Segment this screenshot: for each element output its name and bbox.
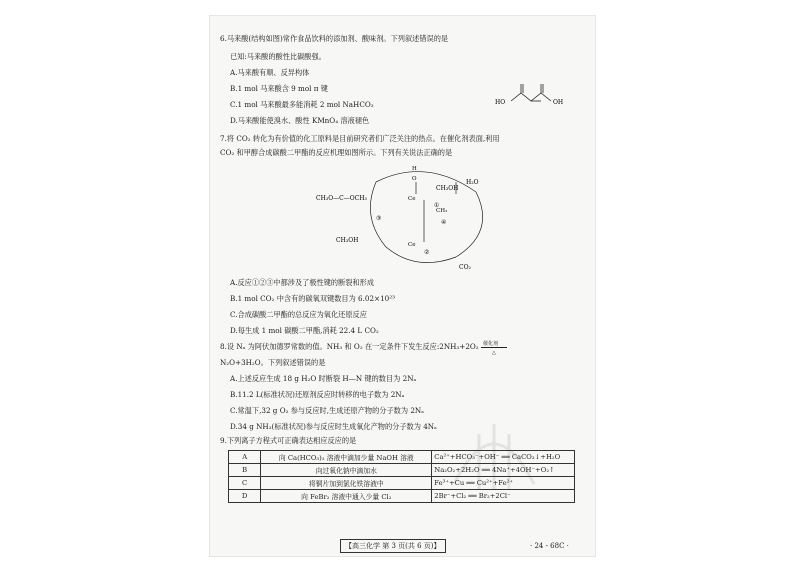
- row-c-label: C: [229, 477, 261, 490]
- mol-left-label: HO: [495, 99, 506, 106]
- h-atom-label: H: [412, 166, 417, 172]
- water-label: H₂O: [466, 179, 479, 186]
- q8-option-d: D.34 g NH₃(标准状况)参与反应时生成氧化产物的分子数为 4Nₐ: [230, 422, 437, 431]
- q6-known: 已知:马来酸的酸性比碳酸强。: [230, 52, 326, 61]
- row-d-eq: 2Br⁻+Cl₂ ══ Br₂+2Cl⁻: [432, 490, 575, 503]
- q8-option-a: A.上述反应生成 18 g H₂O 时断裂 H—N 键的数目为 2Nₐ: [230, 374, 417, 383]
- q8-option-c: C.常温下,32 g O₂ 参与反应时,生成还原产物的分子数为 2Nₐ: [230, 406, 424, 415]
- q8-stem-text: 8.设 Nₐ 为阿伏加德罗常数的值。NH₃ 和 O₂ 在一定条件下发生反应:2NH₃+2O₂: [220, 342, 479, 351]
- q9-table: [228, 450, 575, 503]
- q6-stem: 6.马来酸(结构如图)常作食品饮料的添加剂、酸味剂。下列叙述错误的是: [220, 34, 449, 43]
- q6-option-b: B.1 mol 马来酸含 9 mol π 键: [230, 84, 328, 93]
- catalyst-arrow: [481, 341, 509, 356]
- heat-label: △: [491, 350, 496, 356]
- ch3-label: CH₃: [436, 208, 448, 214]
- co2-label: CO₂: [459, 264, 471, 271]
- ce-label-top: Ce: [408, 196, 416, 202]
- table-row: [229, 451, 575, 464]
- q6-option-c: C.1 mol 马来酸最多能消耗 2 mol NaHCO₃: [230, 100, 374, 109]
- table-row: [229, 490, 575, 503]
- maleic-acid-structure: [493, 79, 579, 119]
- row-a-eq: Ca²⁺+HCO₃⁻+OH⁻ ══ CaCO₃↓+H₂O: [432, 451, 575, 464]
- q7-option-b: B.1 mol CO₂ 中含有的碳氧双键数目为 6.02×10²³: [230, 294, 395, 303]
- q8-stem-line2: N₂O+3H₂O。下列叙述错误的是: [220, 358, 326, 367]
- q6-option-d: D.马来酸能使溴水、酸性 KMnO₄ 溶液褪色: [230, 116, 370, 125]
- q7-stem-line2: CO₂ 和甲醇合成碳酸二甲酯的反应机理如图所示。下列有关说法正确的是: [220, 148, 453, 157]
- step-2-label: ②: [424, 249, 430, 256]
- row-c-desc: 将铜片加到氯化铁溶液中: [261, 477, 432, 490]
- row-c-eq: Fe³⁺+Cu ══ Cu²⁺+Fe²⁺: [432, 477, 575, 490]
- q8-option-b: B.11.2 L(标准状况)还原剂反应时转移的电子数为 2Nₐ: [230, 390, 405, 399]
- cycle-arrow-right: [456, 192, 483, 257]
- q9-stem: 9.下列离子方程式可正确表达相应反应的是: [220, 436, 357, 445]
- row-b-desc: 向过氧化钠中滴加水: [261, 464, 432, 477]
- row-b-label: B: [229, 464, 261, 477]
- q7-option-c: C.合成碳酸二甲酯的总反应为氧化还原反应: [230, 310, 367, 319]
- table-row: [229, 464, 575, 477]
- methanol-left-label: CH₃OH: [336, 237, 359, 244]
- row-a-label: A: [229, 451, 261, 464]
- row-a-desc: 向 Ca(HCO₃)₂ 溶液中滴加少量 NaOH 溶液: [261, 451, 432, 464]
- cycle-arrow-top: [376, 172, 476, 192]
- catalyst-label: 催化剂: [482, 341, 498, 347]
- q8-stem-line1: [220, 341, 509, 356]
- row-d-desc: 向 FeBr₂ 溶液中通入少量 Cl₂: [261, 490, 432, 503]
- step-4-label: ④: [441, 219, 447, 226]
- exam-page: [210, 16, 595, 556]
- o-atom-label: O: [412, 176, 417, 182]
- row-d-label: D: [229, 490, 261, 503]
- table-row: [229, 477, 575, 490]
- row-b-eq: Na₂O₂+2H₂O ══ 4Na⁺+4OH⁻+O₂↑: [432, 464, 575, 477]
- mol-right-label: OH: [553, 99, 564, 106]
- step-1-label: ①: [434, 202, 440, 209]
- product-label: CH₃O—C—OCH₃: [316, 195, 367, 202]
- cycle-arrow-bottom: [386, 247, 456, 263]
- methanol-top-label: CH₃OH: [436, 185, 459, 192]
- q6-option-a: A.马来酸有顺、反异构体: [230, 68, 310, 77]
- reaction-mechanism-diagram: [316, 162, 536, 272]
- step-3-label: ③: [376, 215, 382, 222]
- q7-option-a: A.反应①②③中都涉及了极性键的断裂和形成: [230, 278, 375, 287]
- q7-option-d: D.每生成 1 mol 碳酸二甲酯,消耗 22.4 L CO₂: [230, 326, 379, 335]
- q7-stem-line1: 7.将 CO₂ 转化为有价值的化工原料是目前研究者们广泛关注的热点。在催化剂表面,利用: [220, 134, 500, 143]
- page-code: · 24 - 68C ·: [530, 542, 569, 550]
- page-footer: 【高三化学 第 3 页(共 6 页)】: [340, 539, 446, 553]
- ce-label-bottom: Ce: [408, 242, 416, 248]
